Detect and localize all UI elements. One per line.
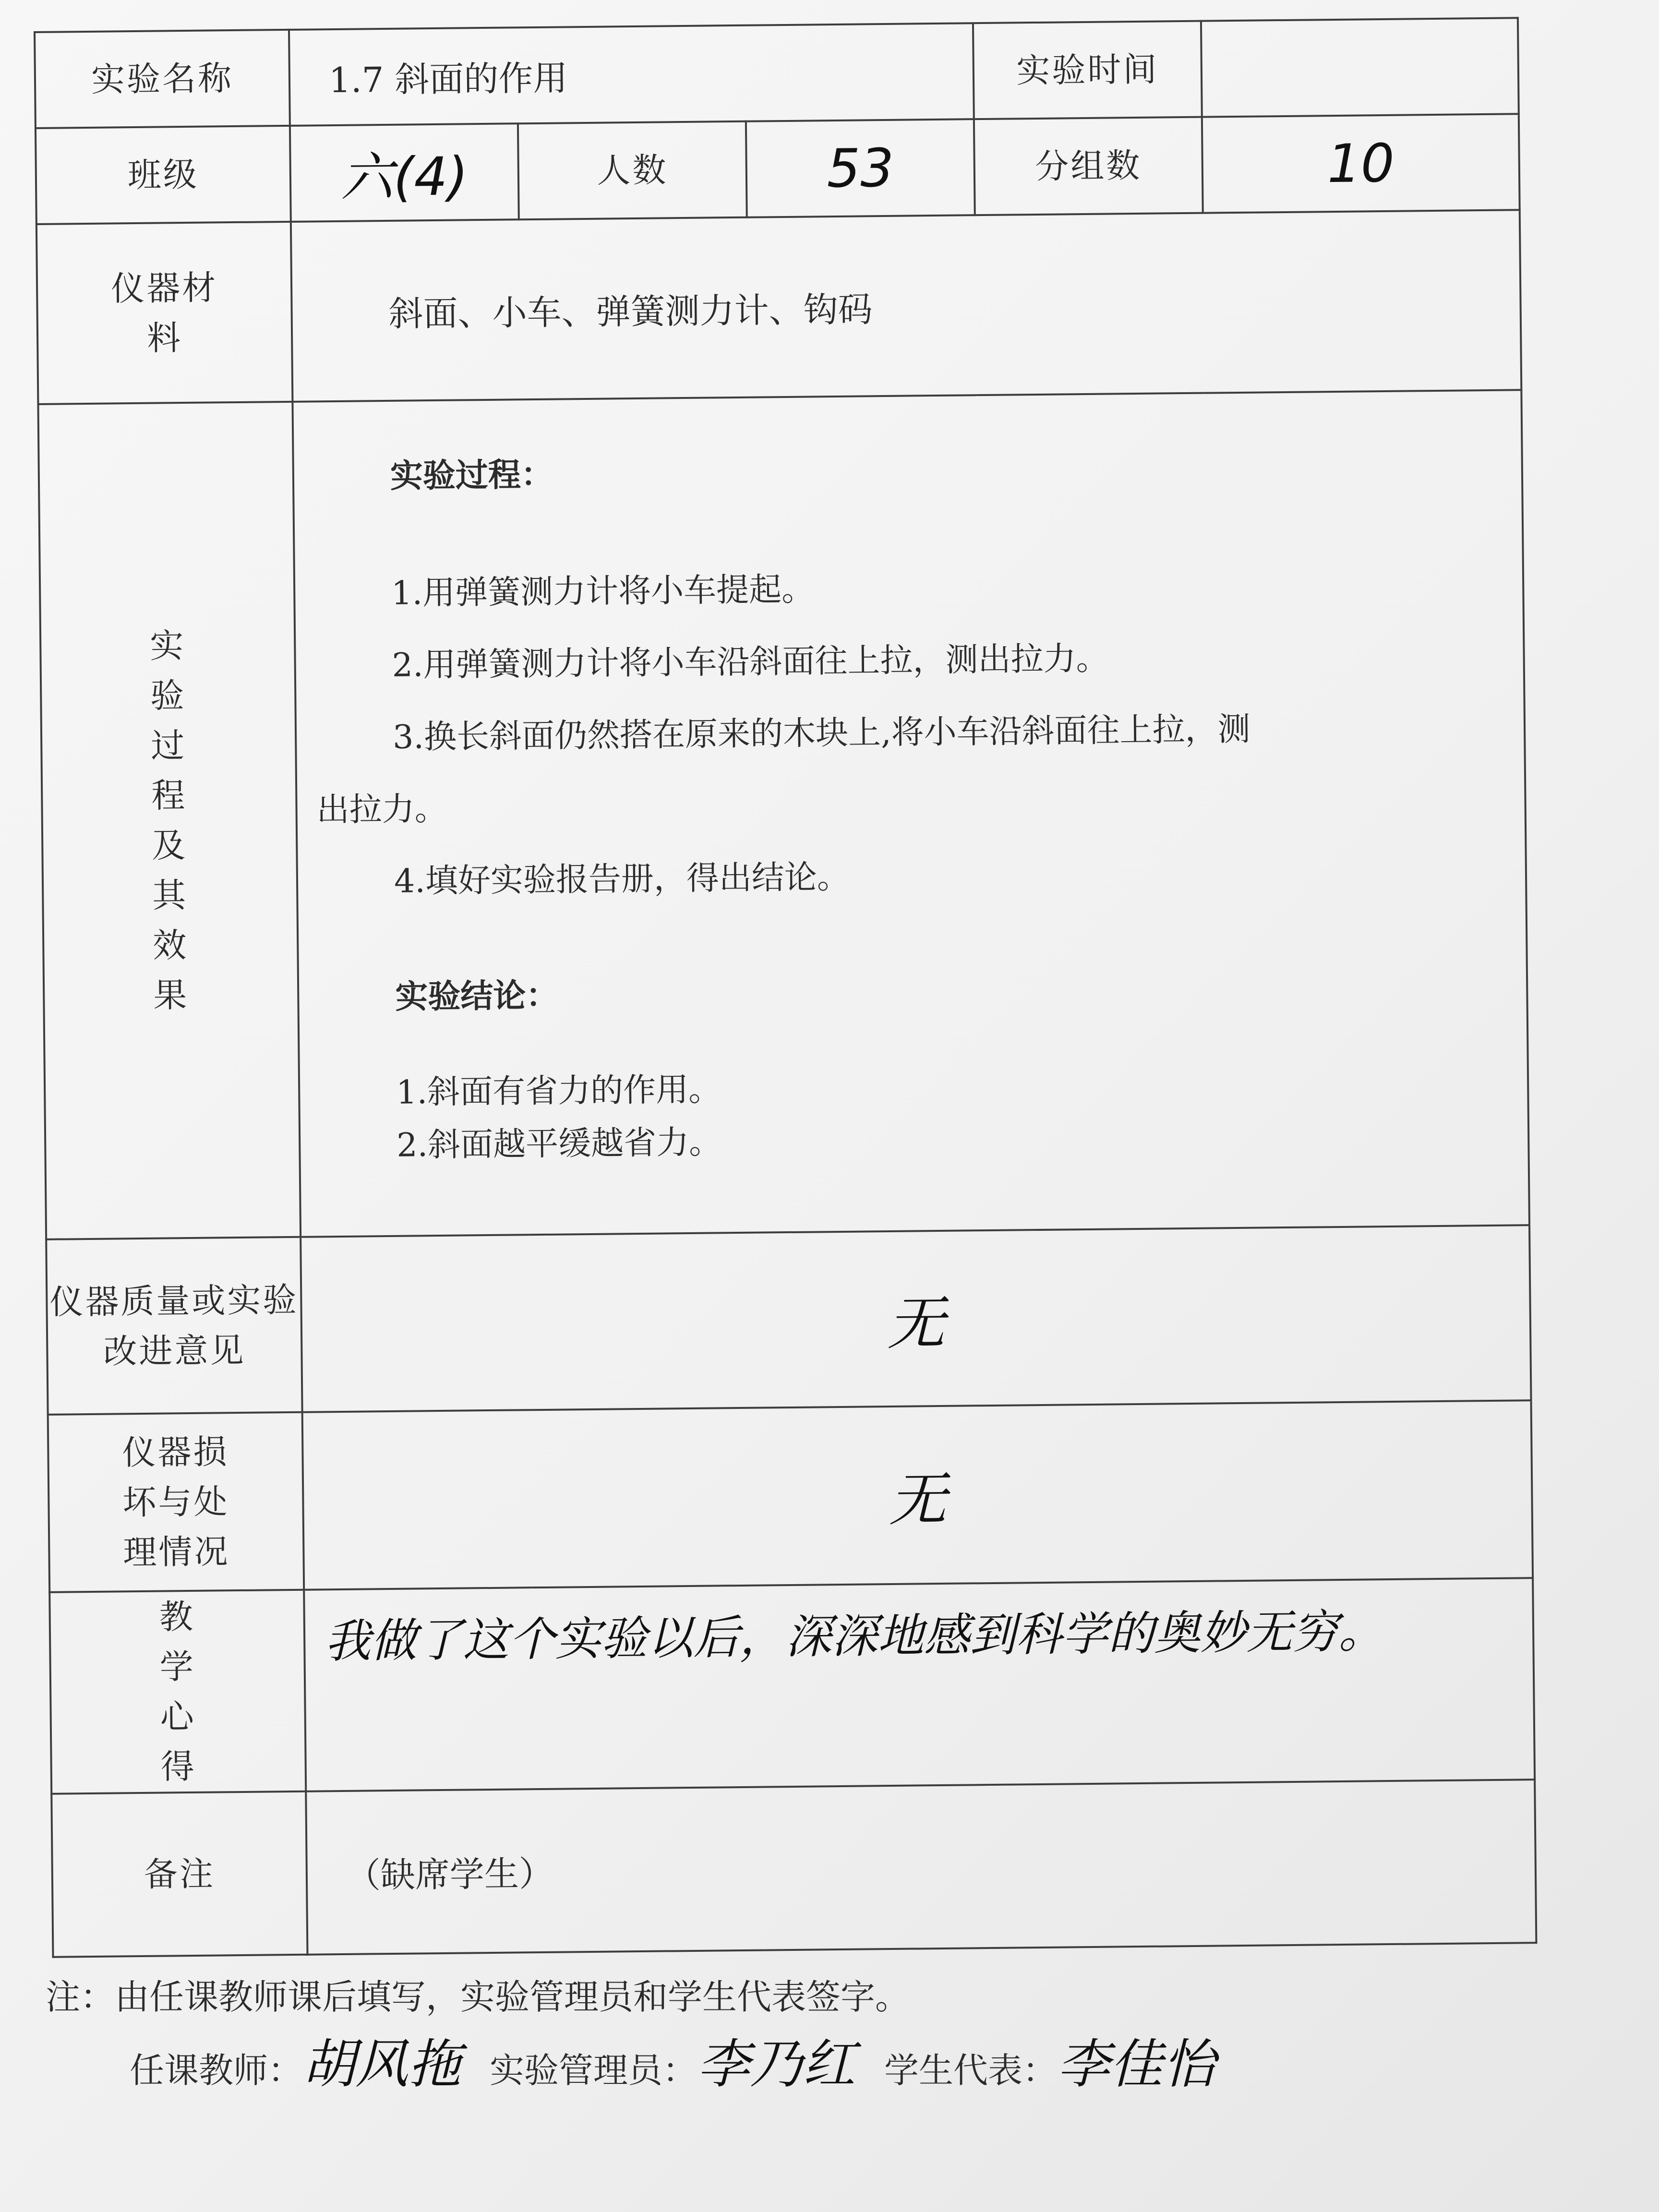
experiment-time-label: 实验时间: [973, 21, 1202, 120]
process-label: 实验过程及其效果: [38, 402, 301, 1239]
materials-value: 斜面、小车、弹簧测力计、钩码: [291, 210, 1521, 402]
lab-record-form: [34, 17, 1537, 1958]
experiment-name-label: 实验名称: [35, 30, 290, 128]
process-content: [292, 390, 1529, 1237]
remarks-label: 备注: [51, 1791, 307, 1957]
remarks-value: （缺席学生）: [306, 1779, 1536, 1955]
teacher-label: 任课教师：: [130, 2050, 303, 2091]
experiment-time-value: [1201, 18, 1519, 117]
student-signature: 李佳怡: [1057, 2033, 1216, 2095]
teacher-signature: 胡风拖: [302, 2033, 461, 2095]
quality-label: 仪器质量或实验改进意见: [46, 1237, 302, 1415]
process-step: 2.用弹簧测力计将小车沿斜面往上拉，测出拉力。: [392, 639, 1109, 685]
footer-note: [46, 1963, 1215, 2104]
experiment-name-value: 1.7 斜面的作用: [289, 23, 974, 126]
process-step: 4.填好实验报告册，得出结论。: [394, 858, 850, 901]
admin-signature: 李乃红: [697, 2033, 856, 2095]
student-count-label: 人数: [518, 121, 747, 220]
conclusion-item: 2.斜面越平缓越省力。: [396, 1123, 722, 1165]
footer-instruction: 注：由任课教师课后填写，实验管理员和学生代表签字。: [46, 1977, 910, 2017]
group-count-value: 10: [1202, 114, 1520, 213]
student-count-value: 53: [746, 119, 975, 217]
process-step: 3.换长斜面仍然搭在原来的木块上,将小车沿斜面往上拉，测: [392, 710, 1250, 757]
reflection-label: 教学心得: [49, 1590, 306, 1794]
damage-label: 仪器损坏与处理情况: [48, 1412, 304, 1592]
process-step: 出拉力。: [316, 790, 447, 830]
student-label: 学生代表：: [884, 2050, 1058, 2091]
process-heading: 实验过程：: [390, 455, 554, 495]
reflection-value: 我做了这个实验以后，深深地感到科学的奥妙无穷。: [304, 1578, 1535, 1791]
admin-label: 实验管理员：: [490, 2050, 697, 2091]
quality-value: 无: [301, 1225, 1531, 1412]
class-value: 六(4): [290, 123, 519, 222]
process-step: 1.用弹簧测力计将小车提起。: [391, 570, 815, 613]
class-label: 班级: [36, 126, 291, 224]
group-count-label: 分组数: [974, 117, 1203, 216]
materials-label: 仪器材料: [36, 222, 293, 404]
conclusion-heading: 实验结论：: [395, 976, 559, 1016]
conclusion-item: 1.斜面有省力的作用。: [396, 1070, 721, 1112]
damage-value: 无: [302, 1400, 1533, 1590]
